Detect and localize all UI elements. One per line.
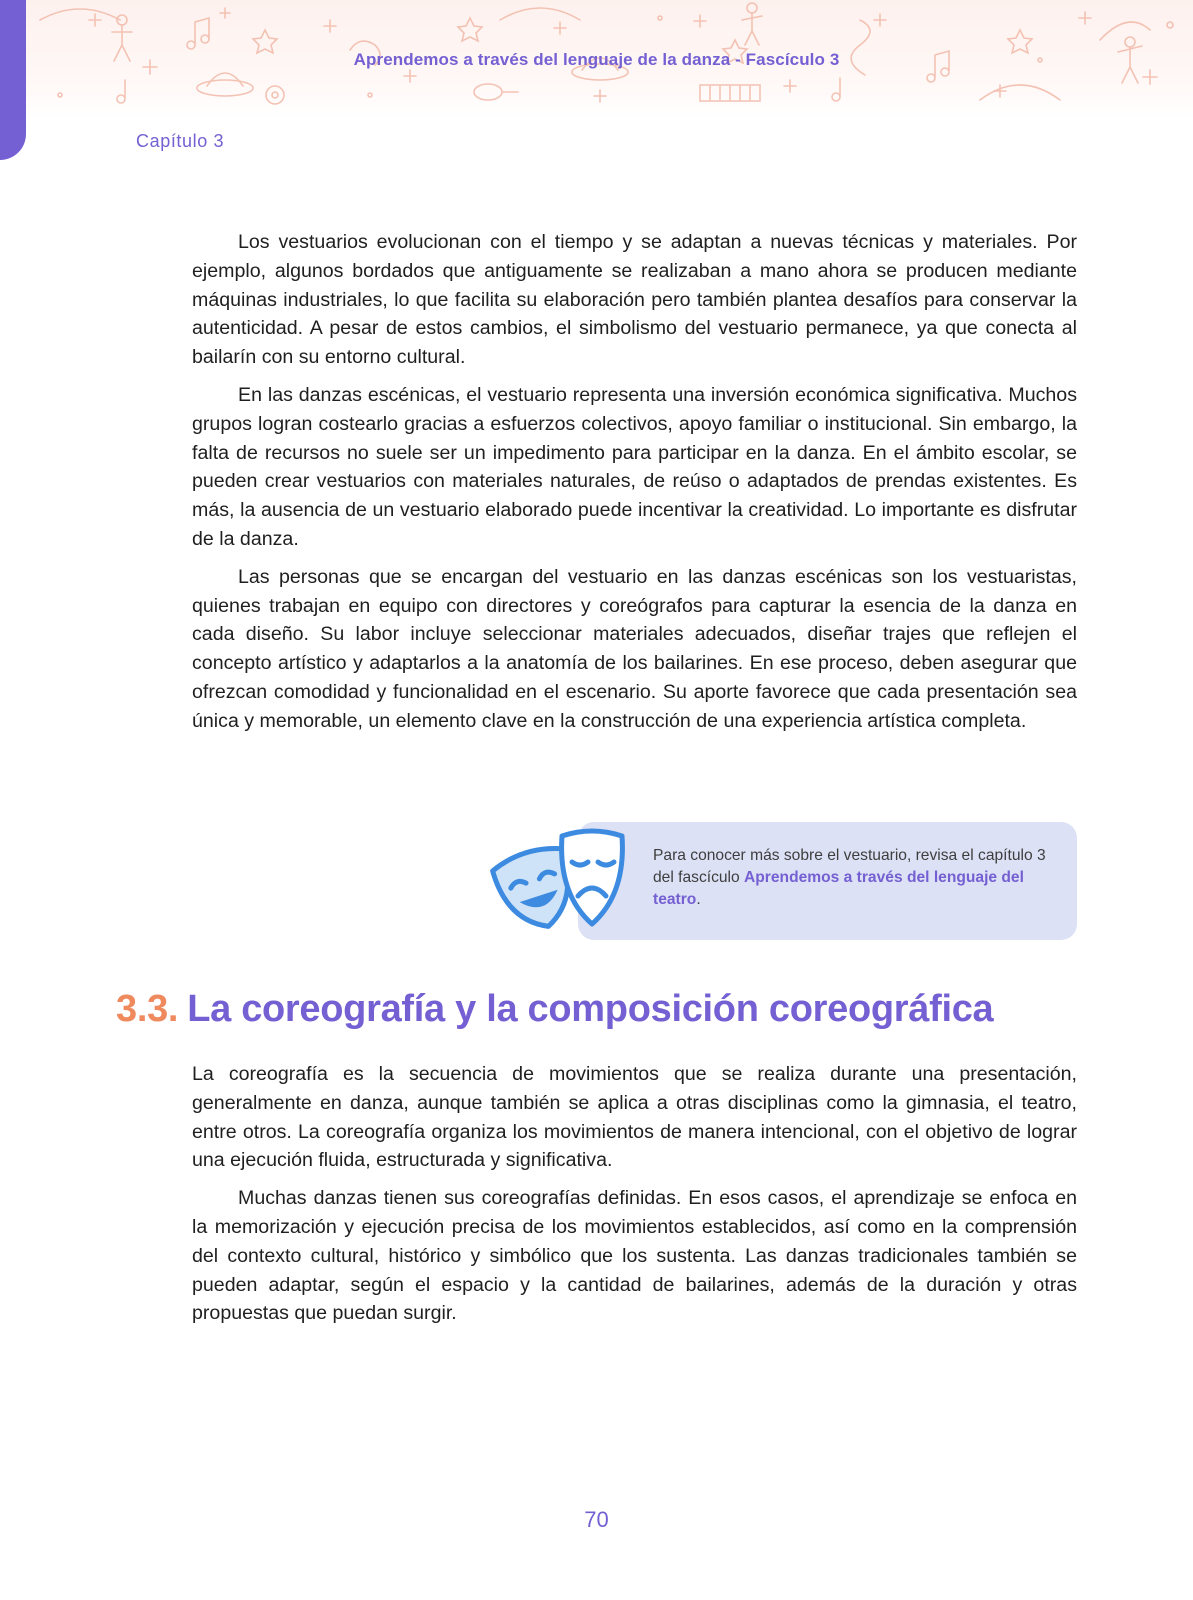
chapter-label: Capítulo 3	[136, 131, 225, 151]
paragraph: En las danzas escénicas, el vestuario representa una inversión económica significativa. Muchos grupos logran costearlo gracias a esfuerzos colectivos, apoyo familiar o institucional. Sin embargo, la falta de recursos no suele ser un impedimento para participar en la danza. En el ámbito escolar, se pueden crear vestuarios con materiales naturales, de reúso o adaptados de prendas existentes. Es más, la ausencia de un vestuario elaborado puede incentivar la creatividad. Lo importante es disfrutar de la danza.	[192, 383, 1077, 550]
section-number: 3.3.	[116, 988, 179, 1030]
section-heading	[116, 988, 993, 1031]
intro-text-block	[192, 228, 1077, 745]
callout-highlight-link[interactable]: Aprendemos a través del lenguaje del teatro	[653, 869, 1024, 908]
chapter-side-tab	[0, 0, 26, 160]
paragraph: La coreografía es la secuencia de movimientos que se realiza durante una presentación, generalmente en danza, aunque también se aplica a otras disciplinas como la gimnasia, el teatro, entre otros. La coreografía organiza los movimientos de manera intencional, con el objetivo de lograr una ejecución fluida, estructurada y significativa.	[192, 1063, 1077, 1172]
callout-text	[653, 845, 1053, 911]
paragraph: Las personas que se encargan del vestuario en las danzas escénicas son los vestuaristas, quienes trabajan en equipo con directores y coreógrafos para capturar la esencia de la danza en cada diseño. Su labor incluye seleccionar materiales adecuados, diseñar trajes que reflejen el concepto artístico y adaptarlos a la anatomía de los bailarines. En ese proceso, deben asegurar que ofrezcan comodidad y funcionalidad en el escenario. Su aporte favorece que cada presentación sea única y memorable, un elemento clave en la construcción de una experiencia artística completa.	[192, 565, 1077, 732]
page-number: 70	[584, 1507, 609, 1532]
section-title: La coreografía y la composición coreográfica	[187, 988, 994, 1030]
paragraph: Muchas danzas tienen sus coreografías definidas. En esos casos, el aprendizaje se enfoca en la memorización y ejecución precisa de los movimientos establecidos, así como en la comprensión del contexto cultural, histórico y simbólico que los sustenta. Las danzas tradicionales también se pueden adaptar, según el espacio y la cantidad de bailarines, además de la duración y otras propuestas que puedan surgir.	[192, 1187, 1077, 1325]
section-text-block	[192, 1060, 1077, 1337]
callout-text-end: .	[696, 891, 701, 908]
callout-text-start: Para conocer más sobre el vestuario, revisa el capítulo 3 del fascículo	[653, 847, 1046, 886]
paragraph: Los vestuarios evolucionan con el tiempo y se adaptan a nuevas técnicas y materiales. Por ejemplo, algunos bordados que antiguamente se realizaban a mano ahora se producen mediante máquinas industriales, lo que facilita su elaboración pero también plantea desafíos para conservar la autenticidad. A pesar de estos cambios, el simbolismo del vestuario permanece, ya que conecta al bailarín con su entorno cultural.	[192, 231, 1077, 369]
theater-masks-icon	[486, 824, 626, 942]
running-title: Aprendemos a través del lenguaje de la danza - Fascículo 3	[353, 50, 840, 69]
